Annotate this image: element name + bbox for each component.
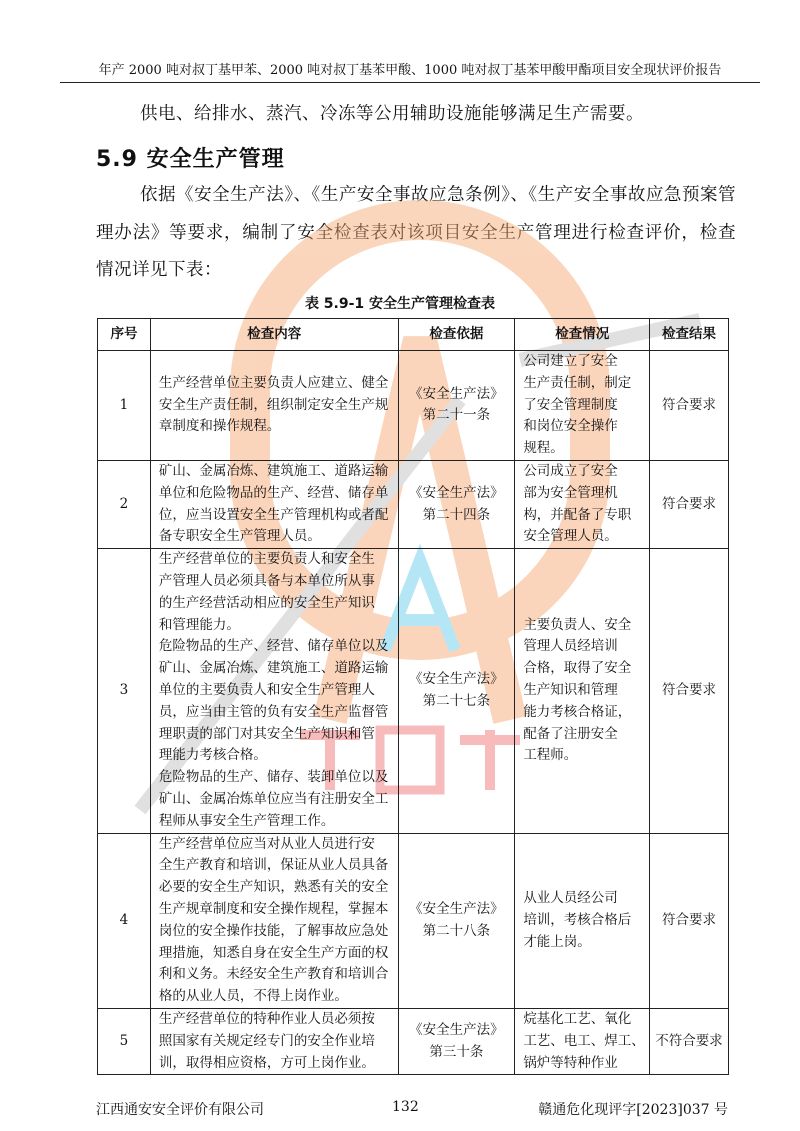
table-row xyxy=(98,351,729,461)
row-number: 2 xyxy=(98,460,151,548)
safety-check-table xyxy=(97,318,729,1075)
check-basis: 《安全生产法》 第二十一条 xyxy=(398,351,515,461)
running-header: 年产 2000 吨对叔丁基甲苯、2000 吨对叔丁基苯甲酸、1000 吨对叔丁基苯甲酸甲酯项目安全现状评价报告 xyxy=(98,63,722,78)
check-content: 矿山、金属冶炼、建筑施工、道路运输 单位和危险物品的生产、经营、储存单 位，应当设置安全生产管理机构或者配 备专职安全生产管理人员。 xyxy=(150,460,398,548)
check-status: 从业人员经公司 培训，考核合格后 才能上岗。 xyxy=(515,833,650,1008)
check-result: 符合要求 xyxy=(650,833,729,1008)
header-no: 序号 xyxy=(98,319,151,351)
table-header-row xyxy=(98,319,729,351)
check-status: 公司建立了安全 生产责任制，制定 了安全管理制度 和岗位安全操作 规程。 xyxy=(515,351,650,461)
check-basis: 《安全生产法》 第三十条 xyxy=(398,1008,515,1074)
section-paragraph: 依据《安全生产法》、《生产安全事故应急条例》、《生产安全事故应急预案管理办法》等要求，编制了安全检查表对该项目安全生产管理进行检查评价，检查情况详见下表： xyxy=(96,185,736,280)
check-basis: 《安全生产法》 第二十八条 xyxy=(398,833,515,1008)
table-row xyxy=(98,1008,729,1074)
row-number: 1 xyxy=(98,351,151,461)
footer-company: 江西通安安全评价有限公司 xyxy=(96,1102,264,1118)
check-content: 生产经营单位的主要负责人和安全生 产管理人员必须具备与本单位所从事 的生产经营活动相应的安全生产知识 和管理能力。 危险物品的生产、经营、储存单位以及 矿山、金属冶炼、建筑施工、道路运输 单位的主要负责人和安全生产管理人 员，应当由主管的负有安全生产监督管 理职责的部门对其安全生产知识和管 理能力考核合格。 危险物品的生产、储存、装卸单位以及 矿山、金属冶炼单位应当有注册安全工 程师从事安全生产管理工作。 xyxy=(150,549,398,833)
header-basis: 检查依据 xyxy=(398,319,515,351)
table-row xyxy=(98,833,729,1008)
section-heading: 5.9 安全生产管理 xyxy=(96,147,285,172)
row-number: 5 xyxy=(98,1008,151,1074)
footer-doc-number: 赣通危化现评字[2023]037 号 xyxy=(538,1102,728,1118)
header-result: 检查结果 xyxy=(650,319,729,351)
check-status: 主要负责人、安全 管理人员经培训 合格，取得了安全 生产知识和管理 能力考核合格证， 配备了注册安全 工程师。 xyxy=(515,549,650,833)
intro-paragraph: 供电、给排水、蒸汽、冷冻等公用辅助设施能够满足生产需要。 xyxy=(140,104,644,124)
check-basis: 《安全生产法》 第二十四条 xyxy=(398,460,515,548)
table-row xyxy=(98,460,729,548)
check-basis: 《安全生产法》 第二十七条 xyxy=(398,549,515,833)
check-status: 公司成立了安全 部为安全管理机 构，并配备了专职 安全管理人员。 xyxy=(515,460,650,548)
check-status: 烷基化工艺、氧化 工艺、电工、焊工、 锅炉等特种作业 xyxy=(515,1008,650,1074)
page-number: 132 xyxy=(392,1099,419,1115)
row-number: 4 xyxy=(98,833,151,1008)
check-result: 符合要求 xyxy=(650,549,729,833)
check-content: 生产经营单位主要负责人应建立、健全 安全生产责任制，组织制定安全生产规 章制度和操作规程。 xyxy=(150,351,398,461)
check-content: 生产经营单位的特种作业人员必须按 照国家有关规定经专门的安全作业培 训，取得相应资格，方可上岗作业。 xyxy=(150,1008,398,1074)
check-content: 生产经营单位应当对从业人员进行安 全生产教育和培训，保证从业人员具备 必要的安全生产知识，熟悉有关的安全 生产规章制度和安全操作规程，掌握本 岗位的安全操作技能，了解事故应急处 理措施，知悉自身在安全生产方面的权 利和义务。未经安全生产教育和培训合 格的从业人员，不得上岗作业。 xyxy=(150,833,398,1008)
table-row xyxy=(98,549,729,833)
check-result: 符合要求 xyxy=(650,351,729,461)
check-result: 符合要求 xyxy=(650,460,729,548)
header-status: 检查情况 xyxy=(515,319,650,351)
check-result: 不符合要求 xyxy=(650,1008,729,1074)
header-content: 检查内容 xyxy=(150,319,398,351)
table-caption: 表 5.9-1 安全生产管理检查表 xyxy=(304,296,496,312)
row-number: 3 xyxy=(98,549,151,833)
header-divider xyxy=(60,82,760,83)
